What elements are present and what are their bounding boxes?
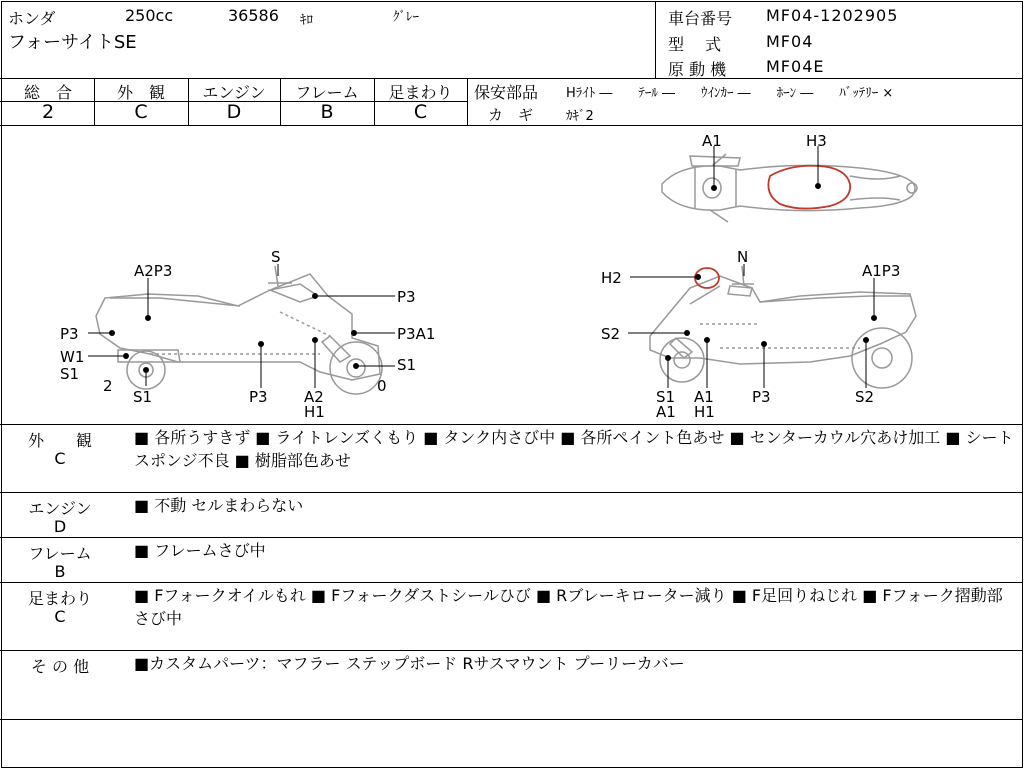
damage-marks bbox=[695, 166, 850, 288]
displacement: 250cc bbox=[125, 6, 174, 25]
label-left-w1: W1 bbox=[60, 348, 85, 366]
label-right-a1-bottom: A1 bbox=[656, 403, 676, 421]
section-exterior-label: 外 観 bbox=[27, 431, 92, 450]
label-right-a1p3: A1P3 bbox=[862, 262, 901, 280]
safety-parts-label: 保安部品 bbox=[474, 83, 539, 102]
label-left-p3a1: P3A1 bbox=[397, 325, 436, 343]
section-engine-grade: D bbox=[53, 517, 67, 536]
rating-top-rule bbox=[0, 78, 1022, 79]
label-top-a1: A1 bbox=[702, 132, 722, 150]
rating-divider bbox=[467, 78, 468, 125]
section-rule bbox=[0, 537, 1022, 538]
label-right-n: N bbox=[737, 248, 749, 266]
section-suspension-text: ■ Fフォークオイルもれ ■ Fフォークダストシールひび ■ Rブレーキローター減り ■ F足回りねじれ ■ Fフォーク摺動部さび中 bbox=[134, 586, 1003, 628]
engine-model-label: 原 動 機 bbox=[668, 60, 727, 79]
type-value: MF04 bbox=[766, 32, 814, 51]
maker: ホンダ bbox=[8, 9, 56, 28]
label-right-p3: P3 bbox=[752, 388, 771, 406]
scooter-left-view bbox=[96, 266, 382, 394]
section-rule bbox=[0, 650, 1022, 651]
section-suspension-grade: C bbox=[54, 607, 66, 626]
section-rule bbox=[0, 582, 1022, 583]
label-left-0: 0 bbox=[377, 377, 387, 395]
rating-frame-value: B bbox=[320, 101, 334, 123]
section-frame-text: ■ フレームさび中 bbox=[134, 541, 266, 560]
rating-engine-value: D bbox=[226, 101, 242, 123]
label-left-p3: P3 bbox=[60, 325, 79, 343]
label-left-s: S bbox=[271, 248, 281, 266]
frame-no-label: 車台番号 bbox=[668, 9, 733, 28]
header-divider bbox=[655, 2, 656, 78]
safety-parts-items: Hﾗｲﾄ ― ﾃｰﾙ ― ｳｲﾝｶｰ ― ﾎｰﾝ ― ﾊﾞｯﾃﾘｰ × bbox=[566, 86, 894, 101]
label-right-h1: H1 bbox=[694, 403, 715, 421]
label-right-s2: S2 bbox=[601, 325, 621, 343]
rating-overall-label: 総 合 bbox=[23, 83, 72, 102]
damage-diagram bbox=[0, 126, 1022, 424]
rating-engine-label: エンジン bbox=[202, 83, 266, 102]
engine-model-value: MF04E bbox=[766, 57, 825, 76]
section-frame-label: フレーム bbox=[28, 544, 92, 563]
scooter-top-view bbox=[662, 154, 917, 222]
frame-no: MF04-1202905 bbox=[766, 6, 899, 25]
label-right-s1: S1 bbox=[656, 388, 676, 406]
color: ｸﾞﾚｰ bbox=[393, 10, 419, 25]
label-left-p3-bottom: P3 bbox=[249, 388, 268, 406]
label-left-s1-right: S1 bbox=[397, 356, 417, 374]
mileage-unit: ｷﾛ bbox=[300, 13, 313, 28]
label-top-h3: H3 bbox=[806, 132, 827, 150]
section-frame-grade: B bbox=[54, 562, 66, 581]
section-suspension-label: 足まわり bbox=[27, 589, 92, 608]
label-left-p3-right: P3 bbox=[397, 288, 416, 306]
rating-exterior-value: C bbox=[134, 101, 148, 123]
label-right-a1: A1 bbox=[694, 388, 714, 406]
section-engine-label: エンジン bbox=[28, 499, 92, 518]
mileage: 36586 bbox=[228, 6, 279, 25]
type-label: 型 式 bbox=[668, 35, 722, 54]
section-exterior-text: ■ 各所うすきず ■ ライトレンズくもり ■ タンク内さび中 ■ 各所ペイント色あせ ■ センターカウル穴あけ加工 ■ シートスポンジ不良 ■ 樹脂部色あせ bbox=[134, 428, 1014, 470]
key-label: カ ギ bbox=[488, 106, 534, 124]
damage-mark-h3 bbox=[768, 166, 850, 209]
label-left-a2p3: A2P3 bbox=[134, 262, 173, 280]
section-other-text: ■カスタムパーツ：マフラー ステップボード Rサスマウント プーリーカバー bbox=[134, 654, 685, 673]
section-rule bbox=[0, 492, 1022, 493]
label-right-h2: H2 bbox=[601, 269, 622, 287]
key-value: ｶｷﾞ2 bbox=[566, 109, 594, 124]
label-left-s1: S1 bbox=[60, 365, 80, 383]
section-other-label: そ の 他 bbox=[30, 657, 90, 676]
remarks-top-rule bbox=[0, 424, 1022, 425]
section-exterior-grade: C bbox=[54, 449, 66, 468]
label-right-s2-bottom: S2 bbox=[855, 388, 875, 406]
scooter-drawings bbox=[96, 154, 917, 394]
bottom-rule bbox=[0, 719, 1022, 720]
rating-overall-value: 2 bbox=[41, 101, 55, 123]
rating-suspension-value: C bbox=[413, 101, 428, 123]
rating-frame-label: フレーム bbox=[295, 83, 359, 102]
label-left-2: 2 bbox=[103, 377, 113, 395]
section-engine-text: ■ 不動 セルまわらない bbox=[134, 496, 304, 515]
rating-exterior-label: 外 観 bbox=[116, 83, 165, 102]
rating-suspension-label: 足まわり bbox=[388, 83, 453, 102]
label-left-h1: H1 bbox=[304, 403, 325, 421]
label-left-s1-bottom: S1 bbox=[133, 388, 153, 406]
leader-lines bbox=[88, 146, 877, 388]
label-left-a2: A2 bbox=[304, 388, 324, 406]
scooter-right-view bbox=[650, 266, 916, 388]
model-name: フォーサイトSE bbox=[8, 32, 137, 53]
